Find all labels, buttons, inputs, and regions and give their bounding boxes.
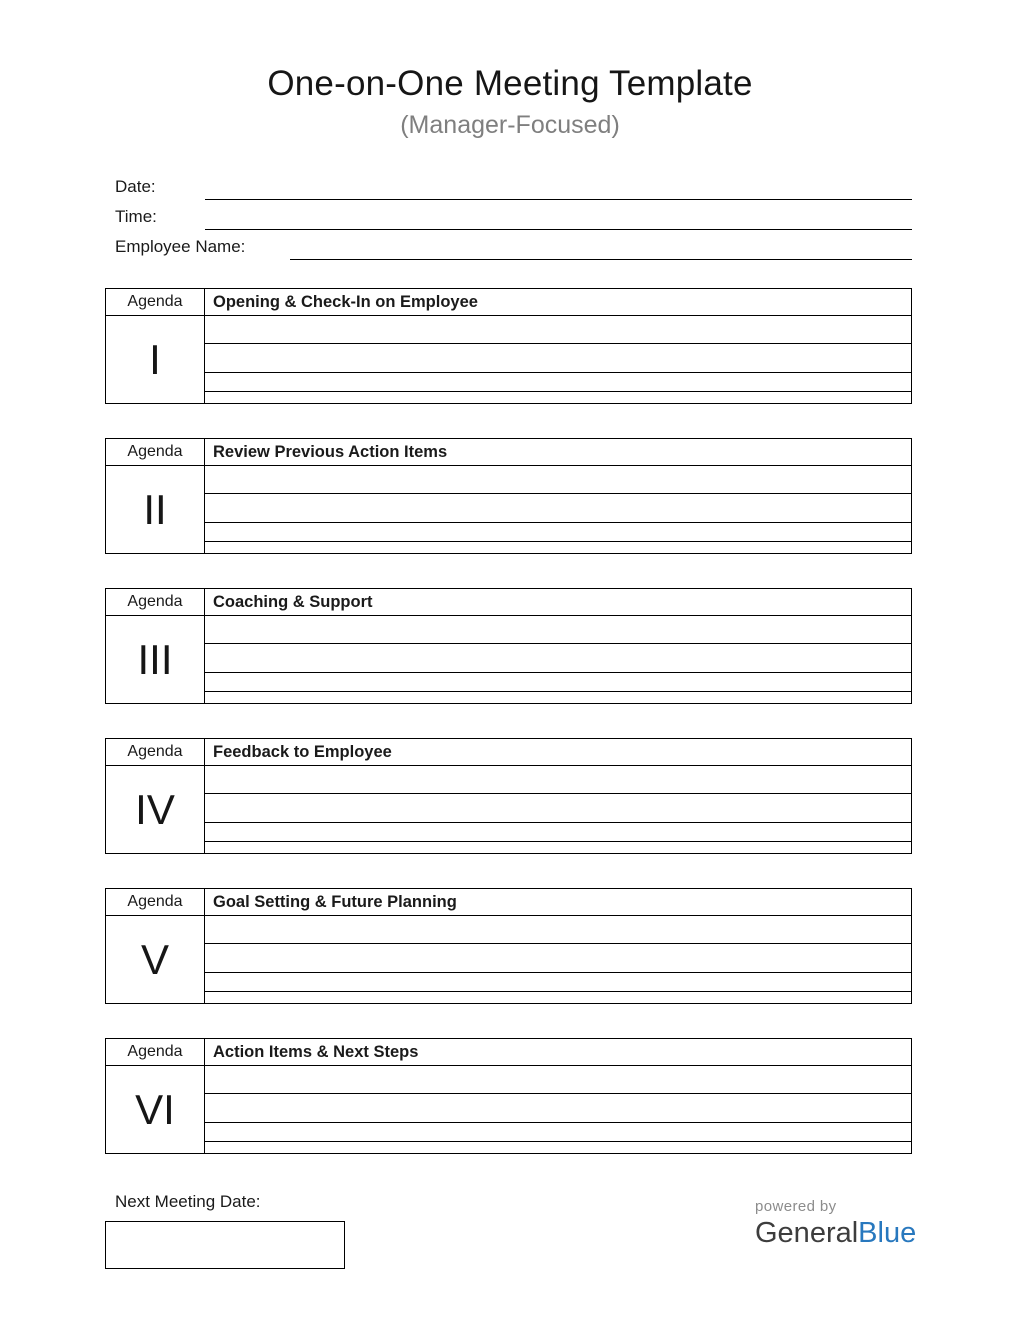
writing-line: [205, 523, 911, 542]
section-title-5: Goal Setting & Future Planning: [205, 889, 911, 916]
page-title: One-on-One Meeting Template: [267, 64, 753, 103]
agenda-numeral-5: V: [140, 935, 169, 983]
brand-block: [755, 1198, 916, 1250]
writing-line: [205, 973, 911, 992]
writing-line: [205, 673, 911, 692]
writing-line: [205, 1094, 911, 1123]
writing-line: [205, 494, 911, 523]
writing-line: [205, 644, 911, 673]
writing-line: [205, 823, 911, 842]
agenda-section-2: [105, 438, 912, 554]
agenda-numeral-4: IV: [135, 785, 175, 833]
agenda-numeral-6: VI: [135, 1085, 175, 1133]
writing-line: [205, 916, 911, 944]
brand-logo: [755, 1217, 916, 1250]
section-title-1: Opening & Check-In on Employee: [205, 289, 911, 316]
date-line: [205, 170, 912, 200]
brand-blue: Blue: [858, 1217, 917, 1249]
writing-line: [205, 794, 911, 823]
section-title-6: Action Items & Next Steps: [205, 1039, 911, 1066]
writing-line: [205, 1123, 911, 1142]
agenda-header-cell: Agenda: [106, 439, 204, 466]
writing-line: [205, 616, 911, 644]
agenda-header-cell: Agenda: [106, 1039, 204, 1066]
agenda-numeral-1: I: [149, 335, 161, 383]
agenda-header-cell: Agenda: [106, 889, 204, 916]
time-label: Time:: [115, 207, 157, 226]
writing-line: [205, 1066, 911, 1094]
agenda-section-4: [105, 738, 912, 854]
next-meeting-label: Next Meeting Date:: [115, 1192, 261, 1211]
agenda-numeral-3: III: [137, 635, 173, 683]
agenda-header-cell: Agenda: [106, 589, 204, 616]
agenda-numeral-2: II: [143, 485, 167, 533]
section-title-2: Review Previous Action Items: [205, 439, 911, 466]
section-title-4: Feedback to Employee: [205, 739, 911, 766]
next-meeting-box: [105, 1221, 345, 1269]
agenda-section-1: [105, 288, 912, 404]
writing-line: [205, 466, 911, 494]
date-label: Date:: [115, 177, 156, 196]
agenda-section-5: [105, 888, 912, 1004]
agenda-header-cell: Agenda: [106, 739, 204, 766]
powered-by-text: powered by: [755, 1198, 837, 1215]
writing-line: [205, 344, 911, 373]
employee-name-line: [290, 230, 912, 260]
time-line: [205, 200, 912, 230]
employee-name-field-row: [115, 230, 912, 260]
brand-general: General: [755, 1217, 859, 1249]
writing-line: [205, 766, 911, 794]
page-subtitle: (Manager-Focused): [400, 111, 620, 139]
section-title-3: Coaching & Support: [205, 589, 911, 616]
header-fields: [115, 170, 912, 260]
employee-name-label: Employee Name:: [115, 237, 246, 256]
agenda-header-cell: Agenda: [106, 289, 204, 316]
writing-line: [205, 373, 911, 392]
writing-line: [205, 316, 911, 344]
agenda-section-6: [105, 1038, 912, 1154]
agenda-section-3: [105, 588, 912, 704]
time-field-row: [115, 200, 912, 230]
date-field-row: [115, 170, 912, 200]
writing-line: [205, 944, 911, 973]
